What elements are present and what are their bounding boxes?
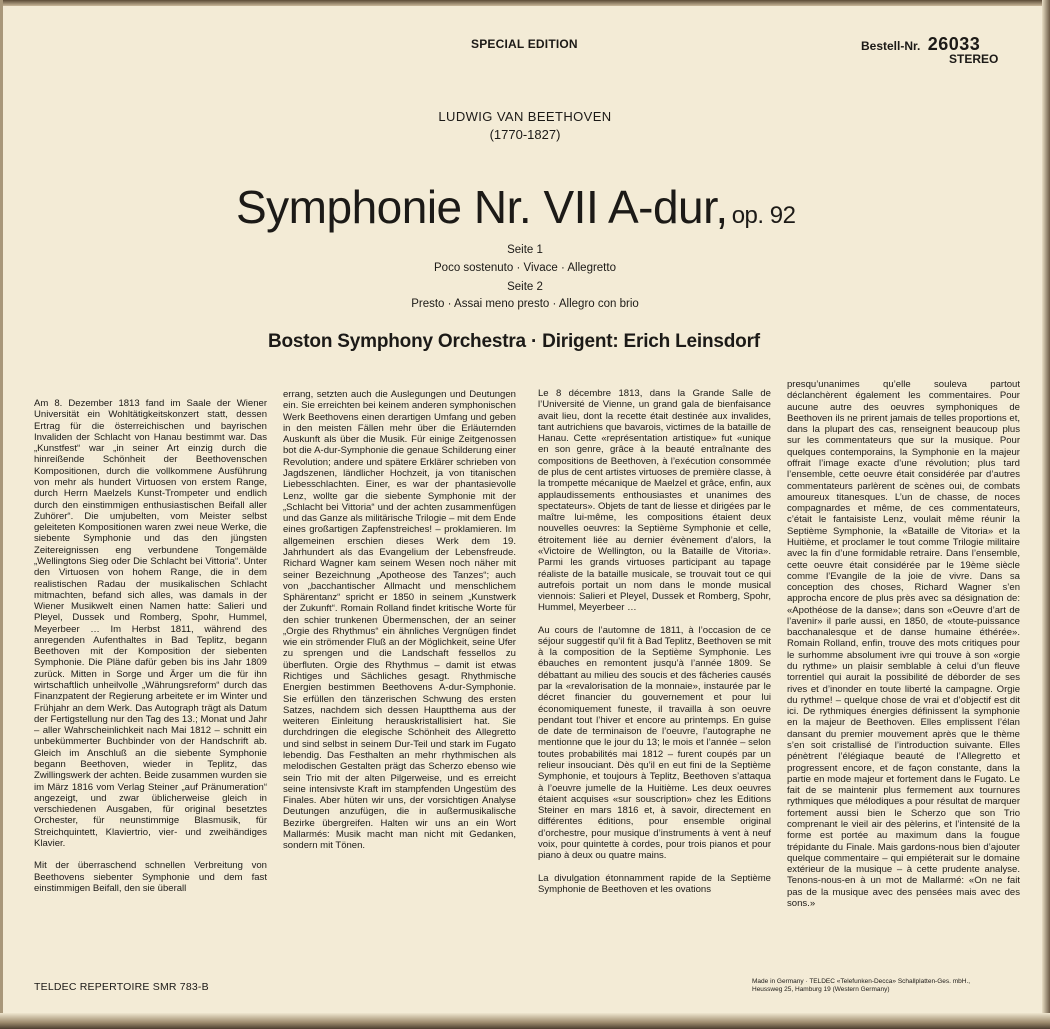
left-edge (0, 0, 3, 1029)
notes-column-german-2 (283, 389, 516, 863)
format-label: STEREO (949, 52, 999, 66)
imprint-line-1: Made in Germany · TELDEC «Telefunken-Decca» Schallplatten-Ges. mbH., (752, 978, 971, 985)
composer-name: LUDWIG VAN BEETHOVEN (438, 109, 612, 124)
notes-paragraph: La divulgation étonnamment rapide de la Septième Symphonie de Beethoven et les ovations (538, 872, 771, 895)
side2-movements: Presto · Assai meno presto · Allegro con brio (411, 298, 639, 310)
side1-label: Seite 1 (507, 244, 543, 256)
notes-paragraph: presqu’unanimes qu’elle souleva partout déclanchèrent également les commentaires. Pour aucune autre des oeuvres symphoniques de Beethoven ils ne prirent jamais de telles proportions et, dans la plupart des cas, renseignent beaucoup plus sur les commentateurs que sur la musique. Pour quelques contemporains, la Symphonie en la majeur offrait l’image exacte d’une révolution; plus tard l’ensemble, cette oeuvre était considérée par d’autres commentateurs parlèrent de scènes oui, de combats amoureux titanesques. L’un de chasse, de noces compagnardes et même, de ces commentateurs, c’était le fantaisiste Lenz, voulait même réunir la Septième Symphonie, la «Bataille de Vitoria» et la Huitième, et proclamer le tout comme Trilogie militaire avec la fin d’une formidable retraire. Dans l’ensemble, cette oeuvre était considérée par le 19ème siècle comme l’Evangile de la joie de vivre. Dans sa conception des choses, Richard Wagner s’en approcha encore de plus près avec sa désignation de: «Apothéose de la danse»; dans son «Oeuvre d’art de l’avenir» il parle aussi, en 1850, de «toute-puissance bacchanalesque et de danse humaine éthérée». Romain Rolland, enfin, trouve des mots critiques pour le surhomme absolument ivre qui trouve à son «orgie du rythme» un plaisir semblable à celui d’un fleuve torrentiel qui aurait la possibilité de déborder de ses rives et d’inonder en toute liberté la campagne. Orgie du rythme! – quelque chose de vrai et d’objectif est dit ici. De rythmiques énergies définissent la symphonie en la majeur de Beethoven. Elles emplissent l’élan dansant du premier mouvement après que le thème s’en soit cristallisé de l’introduction suivante. Elles pénètrent l’élégiaque beauté de l’Allegretto et progressent encore, et de façon constante, dans la partie en mode majeur et fortement dans le Fugato. Le fait de se maintenir plus fermement aux tournures rythmiques que mélodiques a pour résultat de marquer fortement aussi bien le Scherzo que son Trio comprenant le vieil air des pèlerins, et l’intensité de la forme est portée au maximum dans la fougue trépidante du Finale. Mais gardons-nous bien d’ajouter quelque commentaire – qui empiéterait sur le domaine extérieur de la musique – à cette prudente analyse. Tenons-nous-en à un mot de Mallarmé: «On ne fait pas de la musique avec des pensées mais avec des sons.» (787, 379, 1020, 909)
notes-paragraph: errang, setzten auch die Auslegungen und Deutungen ein. Sie erreichten bei keinem anderen symphonischen Werk Beethovens einen derartigen Umfang und geben in den meisten Fällen mehr über die Erläuternden Auskunft als über die Musik. Für einige Zeitgenossen bot die A-dur-Symphonie die genaue Schilderung einer Revolution; andere und spätere Erklärer schrieben von Jagdszenen, ländlicher Hochzeit, ja von titanischen Liebesschlachten. Einer, es war der phantasievolle Lenz, wollte gar die siebente Symphonie mit der „Schlacht bei Vittoria“ und der achten zusammenfügen und das Ganze als militärische Trilogie – mit dem Ende eines großartigen Zapfenstreiches! – proklamieren. Im allgemeinen erschien dieses Werk dem 19. Jahrhundert als das Evangelium der Lebensfreude. Richard Wagner kam seinem Wesen noch näher mit seiner Bezeichnung „Apotheose des Tanzes“; auch von „bacchantischer Allmacht und menschlichem Sphärentanz“ spricht er 1850 in seinem „Kunstwerk der Zukunft“. Romain Rolland findet kritische Worte für den schier trunkenen Übermenschen, der an seiner „Orgie des Rhythmus“ ein ähnliches Vergnügen findet wie ein strömender Fluß an der Möglichkeit, seine Ufer zu sprengen und die Landschaft fessellos zu überfluten. Orgie des Rhythmus – damit ist etwas Richtiges und Sächliches gesagt. Rhythmische Energien bestimmen Beethovens A-dur-Symphonie. Sie erfüllen den tänzerischen Schwung des ersten Satzes, nachdem sich dessen Hauptthema aus der weiteren Einleitung herauskristallisiert hat. Sie durchdringen die elegische Schönheit des Allegretto und sind selbst in seinem Dur-Teil und stark im Fugato lebendig. Das Festhalten an mehr rhythmischen als melodischen Gestalten prägt das Scherzo ebenso wie sein Trio mit der alten Pilgerweise, und es erreicht seine intensivste Kraft im stampfenden Ungestüm des Finales. Aber hüten wir uns, der vorsichtigen Analyse Deutungen anzufügen, die in außermusikalische Bezirke übergreifen. Halten wir uns an ein Wort Mallarmés: Musik macht man nicht mit Gedanken, sondern mit Tönen. (283, 389, 516, 852)
catalog-label: TELDEC REPERTOIRE SMR 783-B (34, 981, 209, 993)
work-opus: op. 92 (731, 202, 796, 229)
bottom-edge (0, 1013, 1050, 1029)
edition-label: SPECIAL EDITION (471, 37, 578, 51)
notes-paragraph: Au cours de l’automne de 1811, à l’occasion de ce séjour suggestif qu’il fit à Bad Teplitz, Beethoven se mit à la composition de la Septième Symphonie. Les ébauches en remontent jusqu’à l’année 1809. Se débattant au milieu des soucis et des fâcheries causés par la «revalorisation de la monnaie», instaurée par le décret financier du gouvernement et pour lui économiquement funeste, il travailla à son oeuvre pendant tout l’hiver et encore au printemps. En guise de date de terminaison de l’oeuvre, l’autographe ne mentionne que le jour du 13; le mois et l’année – selon toutes probabilités mai 1812 – furent coupés par un relieur insouciant. Dès qu’il en eut fini de la Septième Symphonie, et toujours à Teplitz, Beethoven s’attaqua à l’oeuvre jumelle de la Huitième. Les deux oeuvres étaient acquises «sur souscription» chez les Editions Steiner en mars 1816 et, à savoir, directement en différentes éditions, pour ensemble original d’orchestre, pour musique d’instruments à vent à neuf voix, pour quintette à cordes, pour trois pianos et pour piano à deux ou quatre mains. (538, 624, 771, 862)
work-title (236, 180, 795, 234)
notes-paragraph: Am 8. Dezember 1813 fand im Saale der Wiener Universität ein Wohltätigkeitskonzert statt, dessen Ertrag für die österreichischen und bayrischen Invaliden der Schlacht von Hanau bestimmt war. Das „Kunstfest“ war „in seiner Art einzig durch die hinreißende Schönheit der Beethovenschen Kompositionen, durch die vollkommene Ausführung von mehr als hundert Virtuosen von erstem Range, durch Herrn Maelzels Kunst-Trompeter und endlich durch den einstimmigen enthusiastischen Beifall aller Zuhörer“. Die umjubelten, vom Meister selbst geleiteten Kompositionen waren zwei neue Werke, die siebente Symphonie und das den jüngsten Zeitereignissen eng verbundene Tongemälde „Wellingtons Sieg oder Die Schlacht bei Vittoria“. Unter den Virtuosen von hohem Range, die in dem realistischen Radau der musikalischen Schlacht mitmachten, befand sich alles, was damals in der Wiener Musikwelt einen Namen hatte: Salieri und Pleyel, Dussek und Romberg, Spohr, Hummel, Meyerbeer … Im Herbst 1811, während des anregenden Aufenthaltes in Bad Teplitz, begann Beethoven mit der Komposition der siebenten Symphonie. Die Pläne dafür geben bis ins Jahr 1809 zurück. Mitten in Sorge und Ärger um die für ihn wirtschaftlich unheilvolle „Währungsreform“ durch das Finanzpatent der Regierung arbeitete er im Winter und Frühjahr an dem Werk. Das Autograph trägt als Datum der Fertigstellung nur den Tag des 13.; Monat und Jahr – aller Wahrscheinlichkeit nach Mai 1812 – schnitt ein unbekümmerter Buchbinder von der Handschrift ab. Gleich im Anschluß an die siebente Symphonie begann Beethoven, wieder in Teplitz, das Zwillingswerk der achten. Beide zusammen wurden sie im März 1816 vom Verlag Steiner „auf Pränumeration“ angezeigt, und zwar üblicherweise gleich in verschiedenen Ausgaben, für original besetztes Orchester, für neunstimmige Blasmusik, für Streichquintett, Klaviertrio, vier- und zweihändiges Klavier. (34, 398, 267, 849)
order-label: Bestell-Nr. (861, 39, 921, 53)
right-edge (1042, 0, 1050, 1029)
imprint-line-2: Heussweg 25, Hamburg 19 (Western Germany) (752, 986, 890, 993)
work-title-main: Symphonie Nr. VII A-dur, (236, 181, 728, 233)
notes-paragraph: Le 8 décembre 1813, dans la Grande Salle de l’Université de Vienne, un grand gala de bienfaisance avait lieu, dont la recette était destinée aux invalides, tant autrichiens que bavarois, victimes de la bataille de Hanau. Cette «représentation artistique» fut «unique en son genre, grâce à la beauté entraînante des compositions de Beethoven, à l’exécution consommée de plus de cent artistes virtuoses de première classe, à la trompette mécanique de Maelzel et grâce, enfin, aux applaudissements enthousiastes et unanimes des spectateurs». Objets de tant de liesse et dirigées par le maître lui-même, les compositions étaient deux nouvelles oeuvres: la Septième Symphonie et celle, étroitement liée au dernier évènement d’alors, la «Victoire de Wellington, ou la Bataille de Vitoria». Parmi les grands virtuoses participant au tapage réaliste de la bataille musicale, se trouvait tout ce qui autrefois portait un nom dans le monde musical viennois: Salieri et Pleyel, Dussek et Romberg, Spohr, Hummel, Meyerbeer … (538, 388, 771, 614)
imprint (752, 978, 1022, 994)
notes-column-french-2 (787, 379, 1020, 920)
side2-label: Seite 2 (507, 281, 543, 293)
side1-movements: Poco sostenuto · Vivace · Allegretto (434, 262, 616, 274)
performers: Boston Symphony Orchestra · Dirigent: Erich Leinsdorf (268, 331, 760, 352)
top-edge (0, 0, 1050, 6)
notes-column-french-1 (538, 388, 771, 906)
notes-paragraph: Mit der überraschend schnellen Verbreitung von Beethovens siebenter Symphonie und dem fast einstimmigen Beifall, den sie überall (34, 860, 267, 894)
order-number: 26033 (927, 34, 981, 54)
composer-dates: (1770-1827) (489, 127, 561, 142)
notes-column-german-1 (34, 398, 267, 905)
